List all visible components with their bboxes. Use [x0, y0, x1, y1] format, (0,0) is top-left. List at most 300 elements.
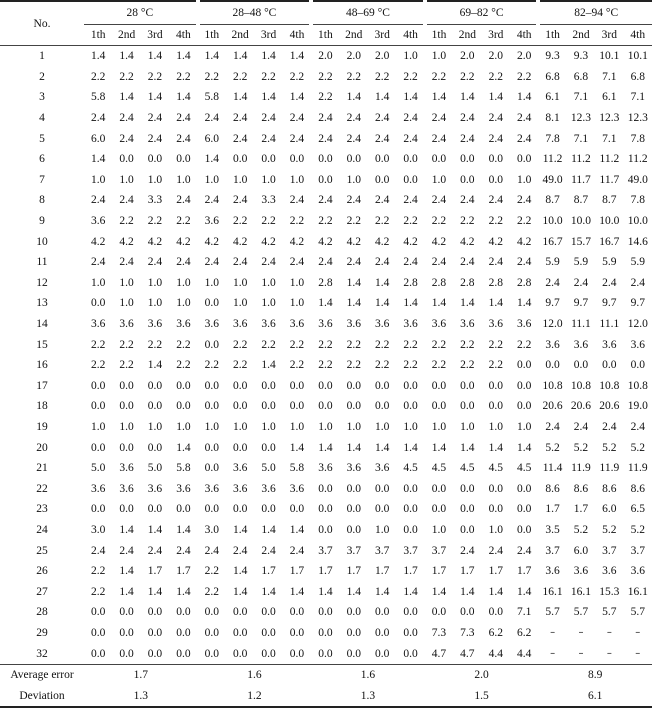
value-cell: 1.4: [119, 523, 134, 536]
value-cell: 0.0: [176, 379, 191, 392]
value-cell: 8.7: [573, 194, 589, 207]
value-cell: 8.6: [573, 482, 589, 495]
value-cell: 2.0: [460, 50, 475, 63]
value-cell: 0.0: [232, 400, 248, 413]
value-cell: 0.0: [119, 503, 134, 516]
value-cell: 1.0: [119, 420, 134, 433]
value-cell: 2.2: [403, 338, 418, 351]
value-cell: 1.0: [176, 276, 191, 289]
row-number-cell: 10: [36, 235, 48, 248]
value-cell: 0.0: [261, 626, 276, 639]
row-number-cell: 6: [39, 153, 45, 166]
value-cell: 3.6: [602, 565, 617, 578]
value-cell: 3.6: [346, 462, 361, 475]
value-cell: 0.0: [119, 606, 134, 619]
value-cell: 1.0: [147, 276, 163, 289]
value-cell: 1.0: [318, 420, 333, 433]
value-cell: 2.2: [91, 70, 106, 83]
row-number-cell: 5: [39, 132, 45, 145]
value-cell: 1.4: [431, 441, 447, 454]
value-cell: 2.2: [204, 565, 219, 578]
row-number-cell: 24: [36, 523, 48, 536]
table-row: [0, 540, 652, 561]
value-cell: 4.2: [176, 235, 191, 248]
value-cell: 0.0: [516, 503, 532, 516]
value-cell: 15.3: [599, 585, 620, 598]
value-cell: 1.0: [176, 173, 191, 186]
value-cell: 0.0: [176, 606, 191, 619]
value-cell: 0.0: [204, 606, 219, 619]
row-number-cell: 29: [36, 626, 48, 639]
value-cell: 1.4: [374, 297, 390, 310]
value-cell: –: [578, 648, 584, 660]
value-cell: 1.4: [176, 91, 191, 104]
value-cell: 0.0: [261, 606, 276, 619]
sub-header-cell: 4th: [396, 25, 424, 46]
value-cell: 1.4: [431, 91, 447, 104]
value-cell: 1.7: [318, 565, 333, 578]
value-cell: 2.4: [204, 194, 219, 207]
value-cell: 1.0: [403, 50, 418, 63]
value-cell: 1.4: [176, 585, 191, 598]
value-cell: 1.0: [176, 420, 191, 433]
value-cell: 1.4: [232, 523, 248, 536]
value-cell: 2.4: [460, 256, 475, 269]
value-cell: 3.6: [147, 318, 163, 331]
value-cell: 4.4: [516, 647, 532, 660]
value-cell: 20.6: [542, 400, 563, 413]
value-cell: 3.6: [630, 338, 645, 351]
summary-value: 1.6: [198, 664, 312, 685]
value-cell: 4.2: [91, 235, 106, 248]
value-cell: 1.0: [374, 523, 390, 536]
sub-header-cell: 3rd: [254, 25, 282, 46]
value-cell: 4.5: [431, 462, 447, 475]
row-number-cell: 17: [36, 379, 48, 392]
value-cell: 3.7: [374, 544, 390, 557]
table-row: [0, 499, 652, 520]
value-cell: 1.0: [261, 297, 276, 310]
value-cell: 1.4: [147, 523, 163, 536]
value-cell: 0.0: [147, 626, 163, 639]
value-cell: 5.9: [630, 256, 645, 269]
table-row: [0, 67, 652, 88]
value-cell: 1.0: [488, 420, 503, 433]
sub-header-cell: 4th: [624, 25, 652, 46]
value-cell: 6.5: [630, 503, 645, 516]
value-cell: 2.4: [261, 544, 276, 557]
value-cell: 1.7: [431, 565, 447, 578]
value-cell: 0.0: [403, 523, 418, 536]
value-cell: 3.6: [374, 462, 390, 475]
summary-row: [0, 664, 652, 685]
value-cell: 1.4: [403, 585, 418, 598]
value-cell: 5.0: [261, 462, 276, 475]
value-cell: 0.0: [289, 606, 305, 619]
value-cell: 2.2: [119, 215, 134, 228]
value-cell: 3.6: [289, 482, 305, 495]
sub-header-cell: 3rd: [141, 25, 169, 46]
value-cell: 0.0: [204, 400, 219, 413]
summary-value: 1.5: [425, 685, 539, 707]
value-cell: 0.0: [460, 400, 475, 413]
value-cell: 9.7: [602, 297, 617, 310]
value-cell: 2.4: [318, 256, 333, 269]
value-cell: 0.0: [119, 441, 134, 454]
value-cell: 1.0: [431, 523, 447, 536]
value-cell: 0.0: [403, 173, 418, 186]
value-cell: 0.0: [119, 153, 134, 166]
sub-header-cell: 2nd: [112, 25, 140, 46]
value-cell: 11.7: [599, 173, 620, 186]
value-cell: 2.2: [460, 359, 475, 372]
value-cell: 0.0: [318, 503, 333, 516]
value-cell: 1.4: [289, 91, 305, 104]
value-cell: 2.2: [119, 359, 134, 372]
sub-header-cell: 2nd: [340, 25, 368, 46]
value-cell: 1.4: [119, 50, 134, 63]
value-cell: 1.0: [516, 173, 532, 186]
value-cell: 4.2: [261, 235, 276, 248]
table-row: [0, 273, 652, 294]
value-cell: 3.6: [630, 565, 645, 578]
value-cell: 1.4: [346, 91, 361, 104]
value-cell: 0.0: [176, 503, 191, 516]
value-cell: 0.0: [374, 153, 390, 166]
value-cell: 5.7: [630, 606, 645, 619]
value-cell: 2.2: [91, 338, 106, 351]
value-cell: 2.4: [318, 112, 333, 125]
value-cell: 0.0: [318, 647, 333, 660]
value-cell: 0.0: [488, 606, 503, 619]
value-cell: 1.7: [261, 565, 276, 578]
value-cell: 0.0: [261, 400, 276, 413]
value-cell: 1.0: [147, 420, 163, 433]
value-cell: 4.2: [119, 235, 134, 248]
value-cell: 2.4: [318, 132, 333, 145]
value-cell: 15.7: [570, 235, 592, 248]
value-cell: 2.4: [431, 112, 447, 125]
value-cell: 1.4: [374, 276, 390, 289]
value-cell: 2.2: [488, 338, 503, 351]
table-row: [0, 458, 652, 479]
value-cell: 3.6: [119, 482, 134, 495]
value-cell: 1.4: [147, 50, 163, 63]
value-cell: 0.0: [403, 626, 418, 639]
value-cell: 0.0: [346, 523, 361, 536]
value-cell: 0.0: [460, 482, 475, 495]
table-row: [0, 108, 652, 129]
value-cell: 0.0: [204, 379, 219, 392]
value-cell: 2.4: [488, 112, 503, 125]
value-cell: 2.2: [460, 215, 475, 228]
value-cell: 16.1: [627, 585, 648, 598]
value-cell: 1.0: [147, 173, 163, 186]
value-cell: 1.4: [516, 441, 532, 454]
value-cell: 3.6: [346, 318, 361, 331]
value-cell: 20.6: [570, 400, 592, 413]
table-row: [0, 128, 652, 149]
value-cell: 5.2: [573, 441, 589, 454]
value-cell: 10.8: [542, 379, 563, 392]
value-cell: 1.7: [488, 565, 503, 578]
value-cell: 0.0: [261, 441, 276, 454]
value-cell: 0.0: [346, 647, 361, 660]
sub-header-cell: 2nd: [453, 25, 481, 46]
value-cell: 2.0: [346, 50, 361, 63]
value-cell: 2.2: [289, 359, 305, 372]
value-cell: 0.0: [431, 400, 447, 413]
value-cell: 5.9: [602, 256, 617, 269]
value-cell: 4.7: [460, 647, 475, 660]
value-cell: –: [578, 627, 584, 639]
row-number-cell: 25: [36, 544, 48, 557]
value-cell: 1.0: [91, 276, 106, 289]
value-cell: 3.6: [261, 482, 276, 495]
value-cell: 3.6: [147, 482, 163, 495]
value-cell: 1.4: [318, 297, 333, 310]
value-cell: 1.4: [516, 297, 532, 310]
value-cell: 3.7: [602, 544, 617, 557]
value-cell: 0.0: [318, 606, 333, 619]
value-cell: 2.4: [147, 132, 163, 145]
value-cell: 10.0: [542, 215, 563, 228]
value-cell: 2.2: [516, 215, 532, 228]
value-cell: 2.8: [488, 276, 503, 289]
value-cell: 2.2: [431, 338, 447, 351]
value-cell: 6.2: [488, 626, 503, 639]
value-cell: 1.4: [318, 585, 333, 598]
value-cell: 0.0: [516, 359, 532, 372]
value-cell: –: [635, 648, 641, 660]
value-cell: 2.4: [374, 194, 390, 207]
value-cell: 1.4: [289, 50, 305, 63]
value-cell: 6.8: [545, 70, 560, 83]
value-cell: 2.4: [374, 132, 390, 145]
value-cell: 0.0: [261, 153, 276, 166]
value-cell: 1.0: [91, 420, 106, 433]
value-cell: 0.0: [346, 503, 361, 516]
value-cell: 5.2: [545, 441, 560, 454]
value-cell: 0.0: [488, 503, 503, 516]
value-cell: 1.0: [431, 420, 447, 433]
value-cell: 2.4: [261, 132, 276, 145]
value-cell: –: [606, 648, 612, 660]
value-cell: 1.4: [488, 441, 503, 454]
value-cell: 1.4: [516, 91, 532, 104]
value-cell: 0.0: [91, 400, 106, 413]
value-cell: 20.6: [599, 400, 620, 413]
value-cell: 1.7: [516, 565, 532, 578]
value-cell: 2.4: [232, 256, 248, 269]
table-row: [0, 231, 652, 252]
value-cell: 0.0: [232, 379, 248, 392]
value-cell: 0.0: [289, 626, 305, 639]
table-row: [0, 376, 652, 397]
value-cell: 6.0: [91, 132, 106, 145]
value-cell: 3.7: [545, 544, 560, 557]
value-cell: 0.0: [374, 379, 390, 392]
value-cell: 0.0: [516, 379, 532, 392]
row-number-cell: 22: [36, 482, 48, 495]
value-cell: –: [550, 627, 556, 639]
row-number-cell: 4: [39, 112, 45, 125]
value-cell: 2.4: [289, 194, 305, 207]
value-cell: 0.0: [431, 482, 447, 495]
value-cell: 1.4: [488, 297, 503, 310]
no-column-header: No.: [0, 1, 84, 46]
value-cell: 0.0: [289, 400, 305, 413]
value-cell: 5.2: [630, 523, 645, 536]
value-cell: 2.2: [403, 359, 418, 372]
value-cell: 2.2: [431, 215, 447, 228]
value-cell: 0.0: [374, 606, 390, 619]
value-cell: 1.4: [346, 276, 361, 289]
value-cell: 2.4: [119, 544, 134, 557]
value-cell: 2.4: [460, 112, 475, 125]
value-cell: 2.4: [516, 194, 532, 207]
value-cell: 4.5: [403, 462, 418, 475]
value-cell: 5.7: [602, 606, 617, 619]
value-cell: 0.0: [374, 400, 390, 413]
value-cell: 3.7: [346, 544, 361, 557]
value-cell: 10.8: [570, 379, 592, 392]
value-cell: 1.4: [431, 297, 447, 310]
value-cell: 11.2: [542, 153, 563, 166]
value-cell: 0.0: [403, 400, 418, 413]
value-cell: 0.0: [630, 359, 645, 372]
row-number-cell: 8: [39, 194, 45, 207]
value-cell: 4.2: [374, 235, 390, 248]
value-cell: 5.7: [573, 606, 589, 619]
value-cell: 2.2: [346, 215, 361, 228]
table-row: [0, 87, 652, 108]
value-cell: 0.0: [403, 503, 418, 516]
value-cell: 7.1: [602, 132, 617, 145]
value-cell: 0.0: [261, 379, 276, 392]
value-cell: 0.0: [488, 173, 503, 186]
value-cell: 0.0: [488, 482, 503, 495]
value-cell: 3.6: [91, 215, 106, 228]
value-cell: 0.0: [516, 523, 532, 536]
value-cell: 0.0: [374, 503, 390, 516]
value-cell: 2.8: [516, 276, 532, 289]
summary-value: 1.6: [311, 664, 425, 685]
sub-header-cell: 3rd: [595, 25, 623, 46]
value-cell: 2.2: [261, 70, 276, 83]
value-cell: 0.0: [204, 503, 219, 516]
group-header-48-69: 48–69 °C: [311, 1, 425, 25]
sub-header-cell: 4th: [169, 25, 197, 46]
value-cell: 1.0: [91, 173, 106, 186]
value-cell: 1.4: [176, 523, 191, 536]
value-cell: 1.0: [431, 50, 447, 63]
value-cell: 3.6: [204, 482, 219, 495]
value-cell: 0.0: [460, 379, 475, 392]
value-cell: 2.2: [431, 359, 447, 372]
value-cell: 2.2: [318, 338, 333, 351]
value-cell: 1.0: [176, 297, 191, 310]
value-cell: 12.3: [599, 112, 620, 125]
value-cell: 0.0: [488, 153, 503, 166]
value-cell: 1.4: [289, 585, 305, 598]
value-cell: 10.8: [627, 379, 648, 392]
value-cell: 0.0: [91, 379, 106, 392]
row-number-cell: 13: [36, 297, 48, 310]
group-header-69-82: 69–82 °C: [425, 1, 539, 25]
value-cell: 1.7: [374, 565, 390, 578]
value-cell: 2.4: [488, 544, 503, 557]
value-cell: 0.0: [119, 400, 134, 413]
value-cell: 6.1: [545, 91, 560, 104]
value-cell: 0.0: [346, 153, 361, 166]
value-cell: 0.0: [318, 153, 333, 166]
sub-header-cell: 4th: [283, 25, 311, 46]
value-cell: 19.0: [627, 400, 648, 413]
value-cell: 1.4: [147, 585, 163, 598]
value-cell: 0.0: [232, 626, 248, 639]
value-cell: 3.6: [261, 318, 276, 331]
table-row: [0, 293, 652, 314]
value-cell: 2.2: [289, 338, 305, 351]
value-cell: 2.4: [289, 256, 305, 269]
value-cell: 0.0: [346, 379, 361, 392]
table-row: [0, 437, 652, 458]
value-cell: 0.0: [204, 626, 219, 639]
value-cell: 11.2: [571, 153, 591, 166]
value-cell: 1.0: [204, 420, 219, 433]
summary-label: Average error: [0, 664, 84, 685]
value-cell: 7.3: [431, 626, 447, 639]
value-cell: 6.0: [204, 132, 219, 145]
value-cell: 5.8: [91, 91, 106, 104]
row-number-cell: 21: [36, 462, 48, 475]
value-cell: 1.0: [119, 173, 134, 186]
value-cell: 0.0: [119, 647, 134, 660]
value-cell: 2.8: [431, 276, 447, 289]
value-cell: 1.4: [460, 297, 475, 310]
value-cell: 1.4: [403, 297, 418, 310]
value-cell: 3.6: [176, 482, 191, 495]
value-cell: 0.0: [318, 482, 333, 495]
value-cell: 2.4: [374, 256, 390, 269]
value-cell: 11.9: [599, 462, 620, 475]
value-cell: 2.2: [488, 359, 503, 372]
header-group-row: [0, 1, 652, 25]
value-cell: 2.2: [91, 585, 106, 598]
value-cell: 3.6: [602, 338, 617, 351]
value-cell: 0.0: [516, 400, 532, 413]
value-cell: –: [635, 627, 641, 639]
row-number-cell: 12: [36, 276, 48, 289]
value-cell: 12.3: [570, 112, 592, 125]
value-cell: 3.6: [431, 318, 447, 331]
value-cell: 3.6: [488, 318, 503, 331]
value-cell: 2.2: [346, 70, 361, 83]
value-cell: 5.2: [602, 441, 617, 454]
value-cell: 0.0: [573, 359, 589, 372]
value-cell: 2.2: [232, 70, 248, 83]
value-cell: 1.7: [403, 565, 418, 578]
value-cell: 0.0: [346, 482, 361, 495]
value-cell: 2.2: [374, 338, 390, 351]
value-cell: 2.4: [204, 256, 219, 269]
value-cell: 2.2: [403, 70, 418, 83]
table-body: [0, 46, 652, 708]
value-cell: 8.7: [602, 194, 617, 207]
value-cell: 3.6: [573, 338, 589, 351]
value-cell: 4.2: [289, 235, 305, 248]
